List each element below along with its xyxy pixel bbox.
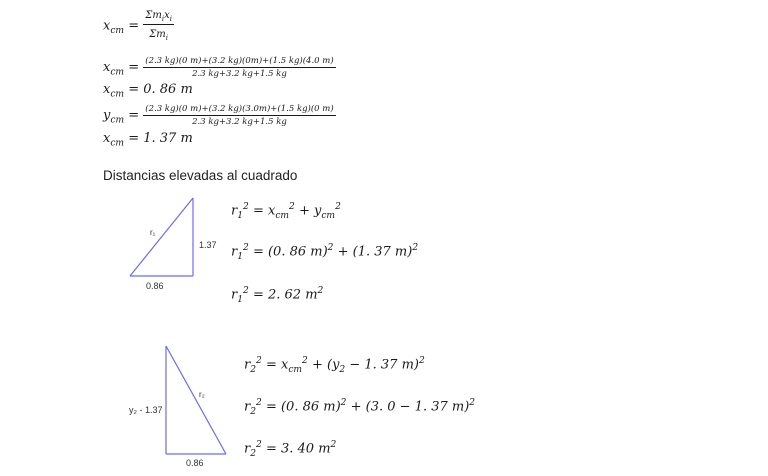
r1-eq3-rhs-a: = 2. 62 m — [252, 287, 318, 303]
r2-eq1-lhs-sub: 2 — [250, 364, 257, 375]
r1-eq1-rhs-b-sub: cm — [321, 210, 336, 221]
r1-eq1-lhs: r — [231, 203, 238, 219]
r1-eq2-lhs: r — [231, 244, 238, 260]
r2-eq2-rhs-b: + (3. 0 − 1. 37 m) — [350, 399, 470, 415]
r1-eq1-rhs-a: = x — [252, 203, 276, 219]
eq-xcm-sub-den: 2.3 kg+3.2 kg+1.5 kg — [192, 69, 287, 79]
r2-equation-2 — [244, 398, 475, 417]
eq-xcm-general-num-text: Σm — [145, 10, 162, 21]
r2-equation-1 — [244, 356, 425, 375]
eq-xcm-general-den-sub: i — [165, 34, 168, 42]
r2-eq1-rhs-a-sub: cm — [288, 364, 303, 375]
eq-ycm-sub-den: 2.3 kg+3.2 kg+1.5 kg — [192, 117, 287, 127]
eq-xcm-general-lhs-sub: cm — [110, 26, 125, 37]
triangle-2-vertical-label: y₂ - 1.37 — [129, 405, 163, 415]
r1-eq1-rhs-b: + y — [298, 203, 322, 219]
r1-eq2-rhs-b: + (1. 37 m) — [337, 244, 413, 260]
r2-eq2-rhs-a-sup: 2 — [340, 398, 347, 408]
eq-ycm-sub-lhs-sub: cm — [110, 115, 125, 126]
r1-eq2-rhs-a: = (0. 86 m) — [252, 244, 328, 260]
r2-eq2-lhs-sup: 2 — [256, 398, 262, 408]
eq-xcm-result-lhs-sub: cm — [110, 89, 125, 100]
eq-xcm-general-num-mid: x — [164, 10, 170, 21]
r1-eq3-lhs-sup: 2 — [243, 286, 249, 296]
r1-eq3-rhs-a-sup: 2 — [317, 286, 324, 296]
r2-eq1-lhs-sup: 2 — [256, 356, 262, 366]
eq-ycm-result-lhs: x — [103, 131, 111, 146]
r1-eq2-rhs-b-sup: 2 — [412, 243, 419, 253]
eq-xcm-result-rhs: = 0. 86 m — [128, 82, 193, 97]
triangle-1-base-label: 0.86 — [146, 281, 164, 291]
triangle-2-hypotenuse — [166, 346, 226, 454]
r2-eq3-rhs-a: = 3. 40 m — [265, 441, 331, 457]
eq-xcm-general-num-sub-a: i — [161, 15, 165, 23]
r2-eq1-lhs: r — [244, 357, 251, 373]
r1-eq1-rhs-b-sup: 2 — [335, 202, 341, 212]
triangle-1-hypotenuse — [130, 198, 193, 276]
eq-xcm-sub-num: (2.3 kg)(0 m)+(3.2 kg)(0m)+(1.5 kg)(4.0 m) — [145, 56, 334, 66]
equals-sign: = — [128, 108, 140, 123]
eq-ycm-result-lhs-sub: cm — [110, 138, 125, 149]
r1-eq1-lhs-sub: 1 — [237, 210, 244, 221]
triangle-1 — [130, 198, 193, 276]
equals-sign: = — [128, 60, 140, 75]
r2-eq3-lhs: r — [244, 441, 251, 457]
eq-ycm-sub-lhs: y — [103, 108, 111, 123]
eq-ycm-result-rhs: = 1. 37 m — [128, 131, 193, 146]
r2-eq2-lhs-sub: 2 — [250, 406, 257, 417]
eq-xcm-general-den-text: Σm — [149, 29, 166, 40]
r2-eq1-rhs-a: = x — [265, 357, 289, 373]
r1-equation-2 — [231, 243, 418, 262]
eq-xcm-sub-lhs: x — [103, 60, 111, 75]
eq-xcm-general-num-sub-b: i — [169, 15, 172, 23]
r1-equation-1 — [231, 202, 341, 221]
r2-eq2-rhs-b-sup: 2 — [469, 398, 476, 408]
r1-eq1-lhs-sup: 2 — [243, 202, 249, 212]
r2-eq1-rhs-c: − 1. 37 m) — [345, 357, 419, 373]
eq-xcm-result-lhs: x — [103, 82, 111, 97]
triangle-1-hyp-label: r₁ — [150, 228, 156, 237]
eq-xcm-general-lhs: x — [103, 18, 111, 34]
r2-eq3-rhs-a-sup: 2 — [330, 440, 337, 450]
r2-eq3-lhs-sup: 2 — [256, 440, 262, 450]
section-heading: Distancias elevadas al cuadrado — [103, 168, 298, 183]
r1-eq1-rhs-a-sup: 2 — [289, 202, 295, 212]
r2-eq2-lhs: r — [244, 399, 251, 415]
eq-ycm-sub-num: (2.3 kg)(0 m)+(3.2 kg)(3.0m)+(1.5 kg)(0 m) — [145, 104, 334, 114]
r2-eq1-rhs-b: + (y — [311, 357, 340, 373]
r2-eq2-rhs-a: = (0. 86 m) — [265, 399, 341, 415]
r2-eq3-lhs-sub: 2 — [250, 448, 257, 459]
r1-equation-3 — [231, 286, 323, 305]
r1-eq3-lhs: r — [231, 287, 238, 303]
eq-xcm-sub-lhs-sub: cm — [110, 67, 125, 78]
equals-sign: = — [128, 18, 140, 34]
r1-eq1-rhs-a-sub: cm — [275, 210, 290, 221]
r1-eq2-lhs-sub: 1 — [237, 251, 244, 262]
r1-eq2-lhs-sup: 2 — [243, 243, 249, 253]
triangle-2 — [166, 346, 226, 454]
triangle-2-hyp-label: r₂ — [199, 390, 205, 399]
triangle-1-vertical-label: 1.37 — [199, 240, 217, 250]
triangle-2-base-label: 0.86 — [186, 458, 204, 468]
r1-eq3-lhs-sub: 1 — [237, 294, 244, 305]
r2-equation-3 — [244, 440, 336, 459]
r2-eq1-rhs-a-sup: 2 — [302, 356, 308, 366]
r1-eq2-rhs-a-sup: 2 — [327, 243, 334, 253]
r2-eq1-rhs-b-sub: 2 — [339, 364, 346, 375]
r2-eq1-rhs-c-sup: 2 — [419, 356, 425, 366]
